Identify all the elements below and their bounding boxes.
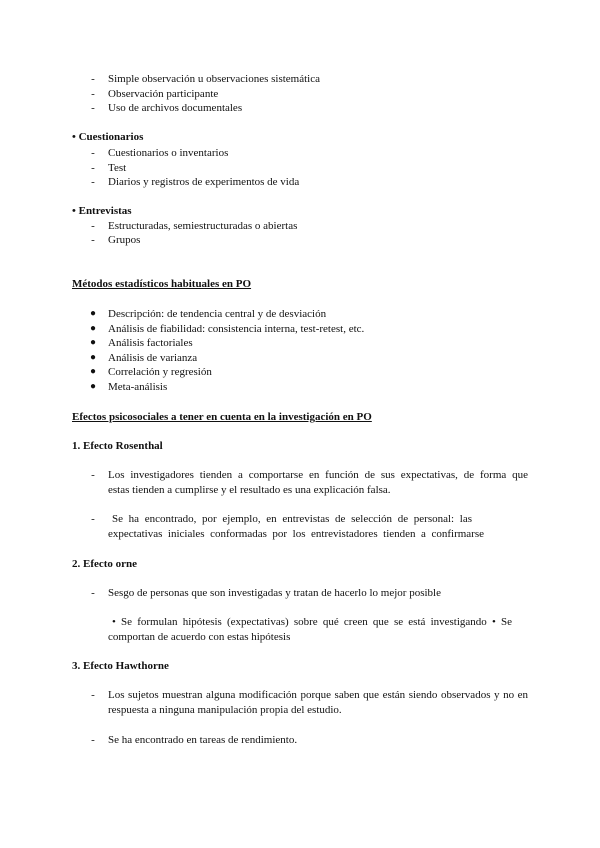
dash-bullet: - [91, 102, 95, 114]
section-heading-cuestionarios: • Cuestionarios [72, 131, 144, 143]
list-item: Estructuradas, semiestructuradas o abiertas [108, 220, 298, 232]
list-item: Uso de archivos documentales [108, 102, 243, 114]
section-heading-metodos: Métodos estadísticos habituales en PO [72, 278, 252, 290]
paragraph-line: respuesta a ninguna manipulación propia del estudio. [108, 704, 342, 716]
subheading-hawthorne: 3. Efecto Hawthorne [72, 660, 169, 672]
dot-bullet: ● [89, 337, 97, 348]
dash-bullet: - [91, 513, 95, 525]
paragraph-line: Los sujetos muestran alguna modificación porque saben que están siendo observados y no en [108, 689, 528, 701]
paragraph-line: • Se formulan hipótesis (expectativas) sobre qué creen que se está investigando • Se [112, 616, 512, 628]
section-heading-efectos: Efectos psicosociales a tener en cuenta en la investigación en PO [72, 411, 372, 423]
list-item: Análisis de varianza [108, 352, 198, 364]
subheading-orne: 2. Efecto orne [72, 558, 138, 570]
list-item: Test [108, 162, 127, 174]
dot-bullet: ● [89, 352, 97, 363]
list-item: Descripción: de tendencia central y de desviación [108, 308, 327, 320]
list-item: Correlación y regresión [108, 366, 212, 378]
dash-bullet: - [91, 469, 95, 481]
list-item: Cuestionarios o inventarios [108, 147, 229, 159]
dot-bullet: ● [89, 308, 97, 319]
list-item: Análisis factoriales [108, 337, 193, 349]
section-heading-entrevistas: • Entrevistas [72, 205, 132, 217]
dash-bullet: - [91, 73, 95, 85]
list-item: Meta-análisis [108, 381, 168, 393]
paragraph-line: Los investigadores tienden a comportarse en función de sus expectativas, de forma que [108, 469, 528, 481]
dash-bullet: - [91, 162, 95, 174]
dash-bullet: - [91, 147, 95, 159]
list-item: Análisis de fiabilidad: consistencia interna, test-retest, etc. [108, 323, 365, 335]
paragraph-line: Se ha encontrado en tareas de rendimiento. [108, 734, 298, 746]
dash-bullet: - [91, 220, 95, 232]
dash-bullet: - [91, 234, 95, 246]
paragraph-line: comportan de acuerdo con estas hipótesis [108, 631, 291, 643]
dash-bullet: - [91, 587, 95, 599]
dot-bullet: ● [89, 366, 97, 377]
paragraph-line: expectativas iniciales conformadas por los entrevistadores tienden a confirmarse [108, 528, 484, 540]
list-item: Diarios y registros de experimentos de vida [108, 176, 300, 188]
dash-bullet: - [91, 88, 95, 100]
list-item: Observación participante [108, 88, 219, 100]
dash-bullet: - [91, 689, 95, 701]
dot-bullet: ● [89, 323, 97, 334]
list-item: Simple observación u observaciones sistemática [108, 73, 320, 85]
subheading-rosenthal: 1. Efecto Rosenthal [72, 440, 163, 452]
paragraph-line: estas tienden a cumplirse y el resultado es una explicación falsa. [108, 484, 391, 496]
list-item: Grupos [108, 234, 141, 246]
paragraph-line: Sesgo de personas que son investigadas y tratan de hacerlo lo mejor posible [108, 587, 441, 599]
dash-bullet: - [91, 734, 95, 746]
dot-bullet: ● [89, 381, 97, 392]
dash-bullet: - [91, 176, 95, 188]
paragraph-line: Se ha encontrado, por ejemplo, en entrevistas de selección de personal: las [112, 513, 472, 525]
